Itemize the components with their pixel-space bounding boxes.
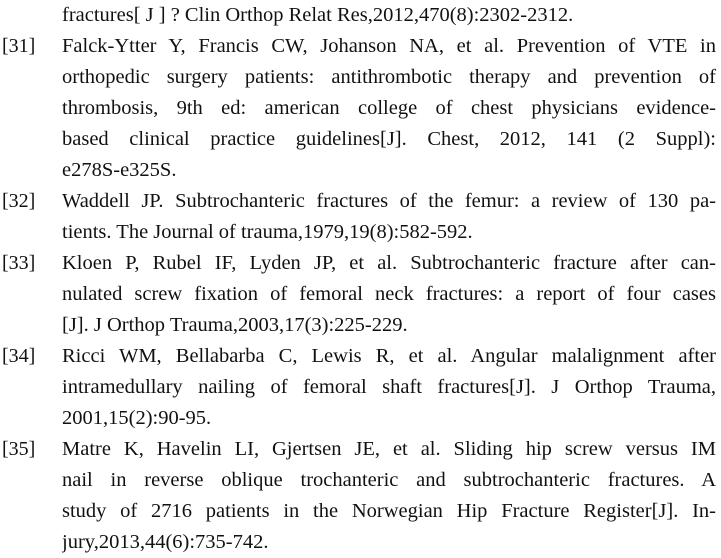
reference-number: [32] [2,190,36,212]
reference-number: [34] [2,345,36,367]
reference-line: fractures[ J ] ? Clin Orthop Relat Res,2012,470(8):2302-2312. [62,4,574,26]
reference-line: jury,2013,44(6):735-742. [62,531,269,553]
reference-line: Falck-Ytter Y, Francis CW, Johanson NA, et al. Prevention of VTE in [62,35,716,57]
reference-line: thrombosis, 9th ed: american college of chest physicians evidence- [62,97,716,119]
reference-line: nulated screw fixation of femoral neck fractures: a report of four cases [62,283,716,305]
reference-line: Waddell JP. Subtrochanteric fractures of the femur: a review of 130 pa- [62,190,716,212]
reference-number: [35] [2,438,36,460]
reference-line: based clinical practice guidelines[J]. Chest, 2012, 141 (2 Suppl): [62,128,716,150]
reference-number: [33] [2,252,36,274]
reference-line: 2001,15(2):90-95. [62,407,212,429]
reference-line: [J]. J Orthop Trauma,2003,17(3):225-229. [62,314,408,336]
reference-line: study of 2716 patients in the Norwegian Hip Fracture Register[J]. In- [62,500,716,522]
reference-line: Matre K, Havelin LI, Gjertsen JE, et al. Sliding hip screw versus IM [62,438,716,460]
reference-number: [31] [2,35,36,57]
reference-line: e278S-e325S. [62,159,177,181]
reference-line: nail in reverse oblique trochanteric and subtrochanteric fractures. A [62,469,716,491]
reference-line: intramedullary nailing of femoral shaft fractures[J]. J Orthop Trauma, [62,376,716,398]
reference-line: Ricci WM, Bellabarba C, Lewis R, et al. Angular malalignment after [62,345,716,367]
reference-line: tients. The Journal of trauma,1979,19(8):582-592. [62,221,473,243]
reference-line: Kloen P, Rubel IF, Lyden JP, et al. Subtrochanteric fracture after can- [62,252,716,274]
reference-line: orthopedic surgery patients: antithrombotic therapy and prevention of [62,66,716,88]
